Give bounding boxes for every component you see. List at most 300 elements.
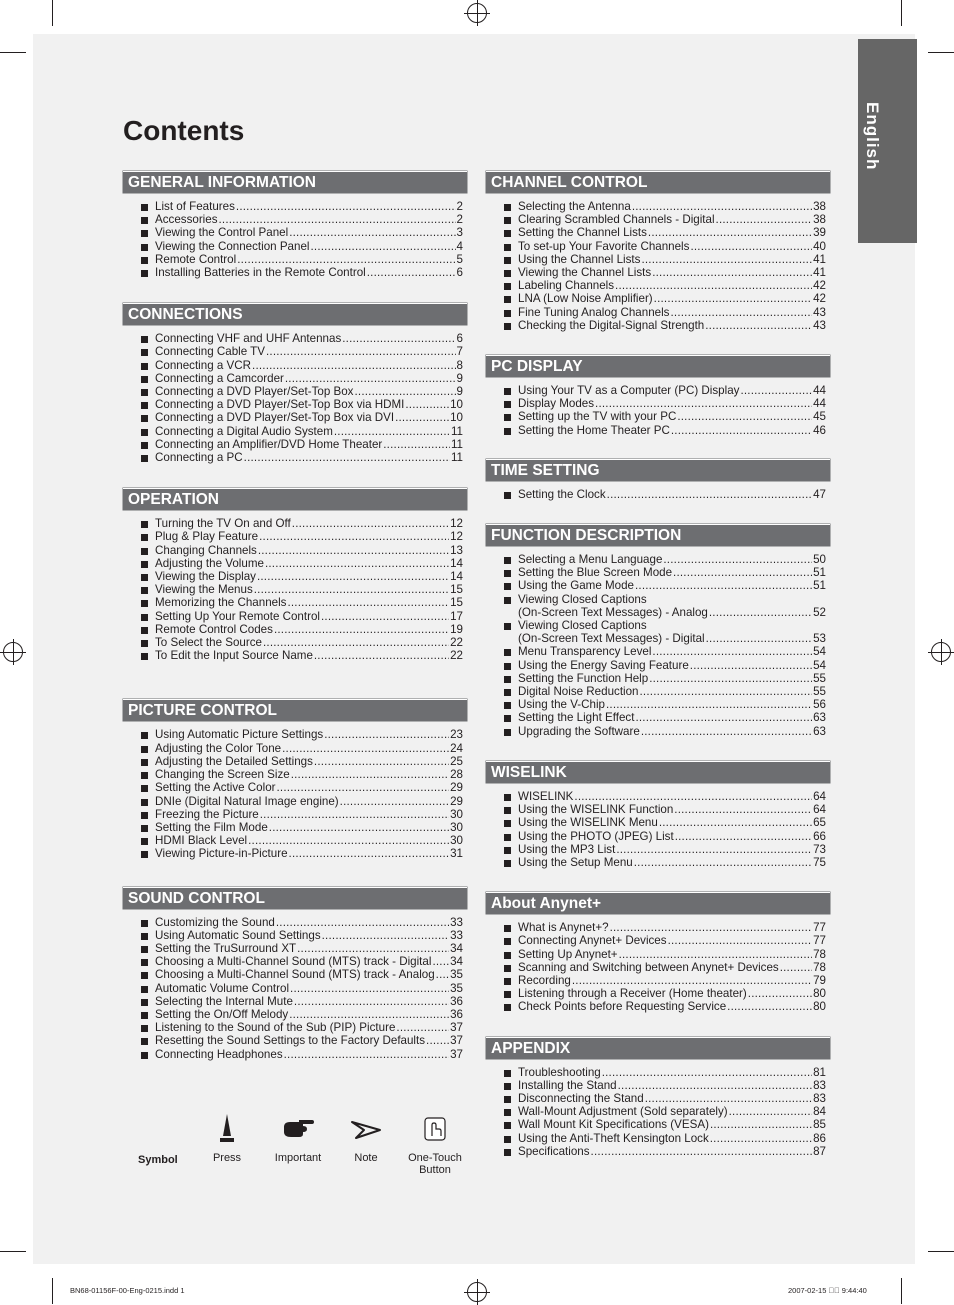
one-touch-button-icon	[423, 1110, 447, 1146]
bullet-square-icon	[141, 230, 148, 237]
toc-entry[interactable]	[486, 619, 830, 632]
dot-leader	[289, 847, 450, 860]
toc-entry-label: Checking the Digital-Signal Strength	[518, 318, 705, 332]
bullet-square-icon	[141, 534, 148, 541]
dot-leader	[436, 968, 449, 981]
toc-entry-label: (On-Screen Text Messages) - Analog	[518, 605, 708, 619]
bullet-square-icon	[141, 920, 148, 927]
toc-entry-page: 29	[450, 781, 463, 795]
toc-entry[interactable]	[123, 1021, 467, 1034]
toc-entry[interactable]	[123, 517, 467, 530]
toc-entry[interactable]	[123, 359, 467, 372]
bullet-square-icon	[141, 455, 148, 462]
toc-entry[interactable]	[123, 942, 467, 955]
toc-entry-label: Selecting the Internal Mute	[155, 994, 293, 1008]
legend-note-label: Note	[354, 1152, 378, 1164]
toc-entry[interactable]	[486, 711, 830, 724]
bullet-square-icon	[141, 614, 148, 621]
dot-leader	[640, 685, 813, 698]
toc-entry[interactable]	[486, 593, 830, 606]
toc-entry-page: 64	[813, 803, 826, 817]
toc-entry-label: Using the Energy Saving Feature	[518, 658, 689, 672]
toc-entry[interactable]	[123, 1008, 467, 1021]
toc-entry-label: Connecting a VCR	[155, 358, 252, 372]
bullet-square-icon	[504, 702, 511, 709]
dot-leader	[607, 488, 812, 501]
toc-entry[interactable]	[123, 557, 467, 570]
toc-entry-label: Connecting VHF and UHF Antennas	[155, 332, 342, 346]
legend-title: Symbol	[138, 1154, 178, 1166]
toc-list	[123, 193, 467, 279]
dot-leader	[748, 987, 812, 1000]
bullet-square-icon	[141, 799, 148, 806]
toc-entry-label: Menu Transparency Level	[518, 645, 652, 659]
section-wiselink	[486, 761, 830, 869]
toc-entry-page: 42	[813, 279, 826, 293]
toc-entry-label: Connecting a DVD Player/Set-Top Box	[155, 385, 354, 399]
dot-leader	[675, 830, 812, 843]
bullet-square-icon	[504, 428, 511, 435]
toc-entry[interactable]	[486, 790, 830, 803]
toc-entry[interactable]	[123, 253, 467, 266]
toc-entry[interactable]	[123, 200, 467, 213]
toc-entry-page: 28	[450, 768, 463, 782]
dot-leader	[690, 659, 812, 672]
toc-entry-label: Using the V-Chip	[518, 698, 605, 712]
toc-entry[interactable]	[486, 384, 830, 397]
toc-entry-page: 7	[456, 345, 463, 359]
dot-leader	[294, 995, 449, 1008]
dot-leader	[635, 711, 812, 724]
toc-entry[interactable]	[486, 488, 830, 501]
toc-entry[interactable]	[486, 253, 830, 266]
bullet-square-icon	[141, 1025, 148, 1032]
bullet-square-icon	[141, 349, 148, 356]
toc-entry-label: Setting the Home Theater PC	[518, 423, 670, 437]
toc-entry[interactable]	[123, 213, 467, 226]
legend-one-touch-label-1: One-Touch	[408, 1152, 462, 1164]
toc-entry[interactable]	[123, 636, 467, 649]
toc-entry[interactable]	[486, 424, 830, 437]
dot-leader	[314, 755, 449, 768]
dot-leader	[274, 623, 449, 636]
toc-entry-label: Adjusting the Detailed Settings	[155, 754, 313, 768]
bullet-square-icon	[504, 270, 511, 277]
toc-entry[interactable]	[486, 292, 830, 305]
toc-entry[interactable]	[486, 1066, 830, 1079]
dot-leader	[219, 213, 456, 226]
legend-important	[270, 1110, 326, 1164]
bullet-square-icon	[504, 807, 511, 814]
dot-leader	[276, 916, 449, 929]
dot-leader	[641, 253, 812, 266]
dot-leader	[610, 921, 813, 934]
dot-leader	[266, 345, 456, 358]
dot-leader	[671, 424, 812, 437]
bullet-square-icon	[504, 1122, 511, 1129]
toc-entry[interactable]	[123, 1034, 467, 1047]
dot-leader	[727, 1000, 812, 1013]
section-pc-display	[486, 355, 830, 437]
toc-entry-label: To Edit the Input Source Name	[155, 649, 313, 663]
toc-entry[interactable]	[123, 768, 467, 781]
toc-entry[interactable]	[123, 610, 467, 623]
section-time-setting	[486, 459, 830, 501]
toc-entry-page: 47	[813, 487, 826, 501]
toc-entry-label: Setting the Channel Lists	[518, 226, 647, 240]
toc-entry-page: 6	[456, 266, 463, 280]
toc-entry[interactable]	[123, 332, 467, 345]
section-heading: PICTURE CONTROL	[123, 699, 467, 721]
bullet-square-icon	[504, 991, 511, 998]
toc-entry-label: Using the WISELINK Function	[518, 803, 674, 817]
dot-leader	[591, 1145, 813, 1158]
toc-entry[interactable]	[486, 1092, 830, 1105]
dot-leader	[674, 803, 812, 816]
toc-list	[123, 325, 467, 464]
dot-leader	[659, 816, 812, 829]
bullet-square-icon	[504, 1136, 511, 1143]
toc-entry[interactable]	[123, 916, 467, 929]
bullet-square-icon	[141, 972, 148, 979]
toc-entry[interactable]	[123, 398, 467, 411]
toc-entry-label: LNA (Low Noise Amplifier)	[518, 292, 653, 306]
toc-entry[interactable]	[123, 623, 467, 636]
toc-entry-page: 33	[450, 915, 463, 929]
dot-leader	[615, 279, 812, 292]
toc-list	[486, 193, 830, 332]
toc-entry[interactable]	[123, 530, 467, 543]
legend-press-label: Press	[212, 1152, 242, 1164]
section-about-anynet	[486, 892, 830, 1013]
toc-entry[interactable]	[123, 995, 467, 1008]
toc-entry-page: 15	[450, 596, 463, 610]
toc-entry-page: 83	[813, 1078, 826, 1092]
toc-entry-label: Setting the TruSurround XT	[155, 941, 297, 955]
toc-entry-label: Check Points before Requesting Service	[518, 1000, 727, 1014]
left-column	[123, 171, 467, 1061]
toc-entry-label: Display Modes	[518, 397, 595, 411]
dot-leader	[652, 266, 812, 279]
toc-entry[interactable]	[123, 438, 467, 451]
dot-leader	[673, 566, 812, 579]
bullet-square-icon	[504, 257, 511, 264]
toc-entry[interactable]	[486, 279, 830, 292]
toc-entry[interactable]	[486, 1132, 830, 1145]
toc-entry[interactable]	[486, 948, 830, 961]
toc-entry[interactable]	[123, 982, 467, 995]
toc-entry[interactable]	[486, 213, 830, 226]
toc-entry-label: Setting the Clock	[518, 487, 606, 501]
toc-entry[interactable]	[123, 808, 467, 821]
bullet-square-icon	[504, 676, 511, 683]
footer-timestamp: 2007-02-15 ￿￿ 9:44:40	[788, 1286, 867, 1295]
toc-entry[interactable]	[486, 725, 830, 738]
toc-entry-page: 77	[813, 921, 826, 935]
toc-entry-label: Setting Up Your Remote Control	[155, 609, 320, 623]
toc-entry-page: 9	[456, 385, 463, 399]
bullet-square-icon	[504, 414, 511, 421]
section-channel-control	[486, 171, 830, 332]
toc-entry[interactable]	[486, 606, 830, 619]
toc-list	[486, 546, 830, 738]
dot-leader	[257, 570, 449, 583]
legend-one-touch	[402, 1110, 468, 1176]
bullet-square-icon	[141, 442, 148, 449]
toc-entry[interactable]	[123, 544, 467, 557]
toc-entry[interactable]	[486, 410, 830, 423]
toc-entry-label: Connecting a PC	[155, 451, 243, 465]
toc-entry[interactable]	[123, 728, 467, 741]
dot-leader	[263, 636, 449, 649]
toc-entry[interactable]	[486, 921, 830, 934]
toc-entry[interactable]	[123, 929, 467, 942]
toc-entry[interactable]	[123, 451, 467, 464]
toc-entry[interactable]	[486, 397, 830, 410]
toc-entry[interactable]	[486, 698, 830, 711]
toc-entry[interactable]	[123, 834, 467, 847]
toc-entry[interactable]	[486, 974, 830, 987]
crop-mark	[928, 1251, 954, 1252]
dot-leader	[383, 438, 450, 451]
toc-entry-page: 4	[456, 239, 463, 253]
legend-important-label: Important	[274, 1152, 322, 1164]
toc-entry[interactable]	[486, 1079, 830, 1092]
toc-entry[interactable]	[123, 847, 467, 860]
toc-entry[interactable]	[486, 1118, 830, 1131]
toc-entry[interactable]	[123, 570, 467, 583]
toc-entry-label: Plug & Play Feature	[155, 530, 259, 544]
toc-entry[interactable]	[123, 385, 467, 398]
dot-leader	[634, 856, 812, 869]
toc-entry-label: Using the MP3 List	[518, 842, 616, 856]
toc-entry[interactable]	[486, 266, 830, 279]
toc-entry[interactable]	[486, 816, 830, 829]
toc-entry-label: Using the Anti-Theft Kensington Lock	[518, 1131, 709, 1145]
toc-entry[interactable]	[123, 795, 467, 808]
toc-entry[interactable]	[486, 1145, 830, 1158]
toc-entry[interactable]	[486, 685, 830, 698]
toc-entry-page: 33	[450, 928, 463, 942]
toc-entry[interactable]	[486, 306, 830, 319]
toc-entry[interactable]	[123, 742, 467, 755]
language-tab-label: English	[863, 102, 882, 171]
dot-leader	[635, 579, 812, 592]
toc-entry[interactable]	[486, 319, 830, 332]
toc-entry[interactable]	[486, 830, 830, 843]
dot-leader	[310, 240, 455, 253]
dot-leader	[641, 725, 812, 738]
dot-leader	[668, 934, 813, 947]
toc-list	[486, 481, 830, 501]
crop-mark	[52, 1278, 53, 1304]
dot-leader	[606, 698, 812, 711]
toc-entry[interactable]	[123, 425, 467, 438]
toc-list	[123, 909, 467, 1061]
bullet-square-icon	[504, 1070, 511, 1077]
toc-entry[interactable]	[123, 240, 467, 253]
bullet-square-icon	[141, 587, 148, 594]
bullet-square-icon	[504, 310, 511, 317]
toc-entry[interactable]	[123, 755, 467, 768]
toc-entry-label: Viewing Picture-in-Picture	[155, 847, 288, 861]
toc-entry-page: 11	[450, 424, 463, 438]
toc-entry-label: Connecting a Camcorder	[155, 371, 284, 385]
toc-entry-label: Fine Tuning Analog Channels	[518, 305, 670, 319]
toc-entry-page: 78	[813, 960, 826, 974]
toc-entry[interactable]	[486, 240, 830, 253]
toc-entry-page: 6	[456, 332, 463, 346]
toc-entry[interactable]	[486, 856, 830, 869]
toc-entry-label: Using Automatic Sound Settings	[155, 928, 321, 942]
toc-entry[interactable]	[123, 411, 467, 424]
toc-entry-page: 66	[813, 829, 826, 843]
toc-entry-page: 35	[450, 981, 463, 995]
toc-entry[interactable]	[486, 843, 830, 856]
toc-entry[interactable]	[123, 372, 467, 385]
toc-entry-page: 54	[813, 645, 826, 659]
toc-entry[interactable]	[486, 579, 830, 592]
toc-entry-page: 42	[813, 292, 826, 306]
bullet-square-icon	[141, 1012, 148, 1019]
crop-mark	[928, 52, 954, 53]
toc-entry-label: (On-Screen Text Messages) - Digital	[518, 632, 705, 646]
bullet-square-icon	[141, 336, 148, 343]
section-heading: About Anynet+	[486, 892, 830, 914]
dot-leader	[602, 1066, 812, 1079]
toc-entry[interactable]	[486, 803, 830, 816]
toc-entry[interactable]	[486, 226, 830, 239]
registration-mark-icon	[3, 642, 23, 662]
dot-leader	[236, 200, 456, 213]
toc-entry[interactable]	[486, 672, 830, 685]
toc-entry-page: 45	[813, 410, 826, 424]
toc-entry-label: Using the WISELINK Menu	[518, 816, 658, 830]
toc-entry-page: 63	[813, 724, 826, 738]
toc-list	[486, 783, 830, 869]
dot-leader	[259, 530, 449, 543]
toc-entry-page: 8	[456, 358, 463, 372]
toc-entry-page: 79	[813, 973, 826, 987]
toc-entry[interactable]	[486, 1000, 830, 1013]
section-heading: CHANNEL CONTROL	[486, 171, 830, 193]
bullet-square-icon	[504, 729, 511, 736]
dot-leader	[740, 384, 812, 397]
toc-entry[interactable]	[123, 649, 467, 662]
toc-entry[interactable]	[123, 266, 467, 279]
toc-entry-label: Viewing Closed Captions	[518, 592, 647, 606]
toc-entry-label: What is Anynet+?	[518, 921, 609, 935]
toc-entry-page: 25	[450, 754, 463, 768]
toc-entry[interactable]	[486, 553, 830, 566]
toc-entry-page: 83	[813, 1091, 826, 1105]
toc-entry-label: Connecting an Amplifier/DVD Home Theater	[155, 437, 383, 451]
toc-entry[interactable]	[486, 632, 830, 645]
toc-entry-page: 51	[813, 579, 826, 593]
dot-leader	[367, 266, 456, 279]
toc-entry-label: Setting the Function Help	[518, 671, 649, 685]
bullet-square-icon	[504, 244, 511, 251]
toc-entry[interactable]	[123, 1048, 467, 1061]
bullet-square-icon	[504, 820, 511, 827]
toc-entry-page: 23	[450, 728, 463, 742]
toc-entry-page: 77	[813, 934, 826, 948]
toc-entry[interactable]	[486, 659, 830, 672]
dot-leader	[314, 649, 449, 662]
toc-entry[interactable]	[123, 583, 467, 596]
toc-entry-page: 56	[813, 698, 826, 712]
dot-leader	[648, 226, 812, 239]
toc-entry[interactable]	[486, 645, 830, 658]
toc-entry[interactable]	[123, 781, 467, 794]
section-general-information	[123, 171, 467, 279]
toc-entry-page: 15	[450, 583, 463, 597]
toc-entry-page: 30	[450, 807, 463, 821]
toc-entry-label: To set-up Your Favorite Channels	[518, 239, 690, 253]
toc-entry-page: 39	[813, 226, 826, 240]
toc-entry[interactable]	[123, 345, 467, 358]
toc-entry-page: 38	[813, 213, 826, 227]
dot-leader	[342, 332, 455, 345]
toc-entry[interactable]	[486, 566, 830, 579]
toc-entry-label: Connecting a Digital Audio System	[155, 424, 333, 438]
dot-leader	[652, 645, 812, 658]
toc-entry-label: DNIe (Digital Natural Image engine)	[155, 794, 339, 808]
dot-leader	[572, 974, 812, 987]
toc-entry[interactable]	[486, 987, 830, 1000]
toc-entry-page: 81	[813, 1065, 826, 1079]
crop-mark	[901, 1278, 902, 1304]
dot-leader	[710, 1132, 812, 1145]
section-sound-control	[123, 887, 467, 1061]
toc-entry[interactable]	[486, 961, 830, 974]
toc-entry-label: Using the Channel Lists	[518, 252, 641, 266]
dot-leader	[291, 768, 449, 781]
toc-entry-label: Recording	[518, 973, 571, 987]
dot-leader	[395, 411, 449, 424]
toc-entry[interactable]	[123, 955, 467, 968]
dot-leader	[432, 955, 449, 968]
footer-file-name: BN68-01156F-00-Eng-0215.indd 1	[70, 1286, 185, 1295]
toc-entry[interactable]	[486, 1105, 830, 1118]
toc-entry-label: Setting the Active Color	[155, 781, 276, 795]
toc-entry-page: 37	[450, 1021, 463, 1035]
dot-leader	[405, 398, 449, 411]
dot-leader	[284, 1048, 449, 1061]
toc-entry-label: Viewing the Control Panel	[155, 226, 289, 240]
toc-entry[interactable]	[123, 968, 467, 981]
toc-entry-page: 2	[456, 200, 463, 213]
toc-entry-page: 24	[450, 741, 463, 755]
toc-entry-label: Turning the TV On and Off	[155, 517, 291, 531]
bullet-square-icon	[504, 597, 511, 604]
bullet-square-icon	[141, 429, 148, 436]
bullet-square-icon	[504, 1096, 511, 1103]
bullet-square-icon	[504, 689, 511, 696]
toc-entry-label: Connecting Cable TV	[155, 345, 265, 359]
toc-entry-label: Connecting Anynet+ Devices	[518, 934, 667, 948]
toc-entry[interactable]	[486, 200, 830, 213]
toc-entry[interactable]	[123, 821, 467, 834]
toc-entry[interactable]	[123, 596, 467, 609]
legend-one-touch-label-2: Button	[419, 1164, 451, 1176]
dot-leader	[645, 1092, 812, 1105]
toc-entry-label: Troubleshooting	[518, 1065, 601, 1079]
toc-entry[interactable]	[123, 226, 467, 239]
dot-leader	[670, 306, 812, 319]
dot-leader	[289, 1008, 449, 1021]
toc-entry[interactable]	[486, 934, 830, 947]
